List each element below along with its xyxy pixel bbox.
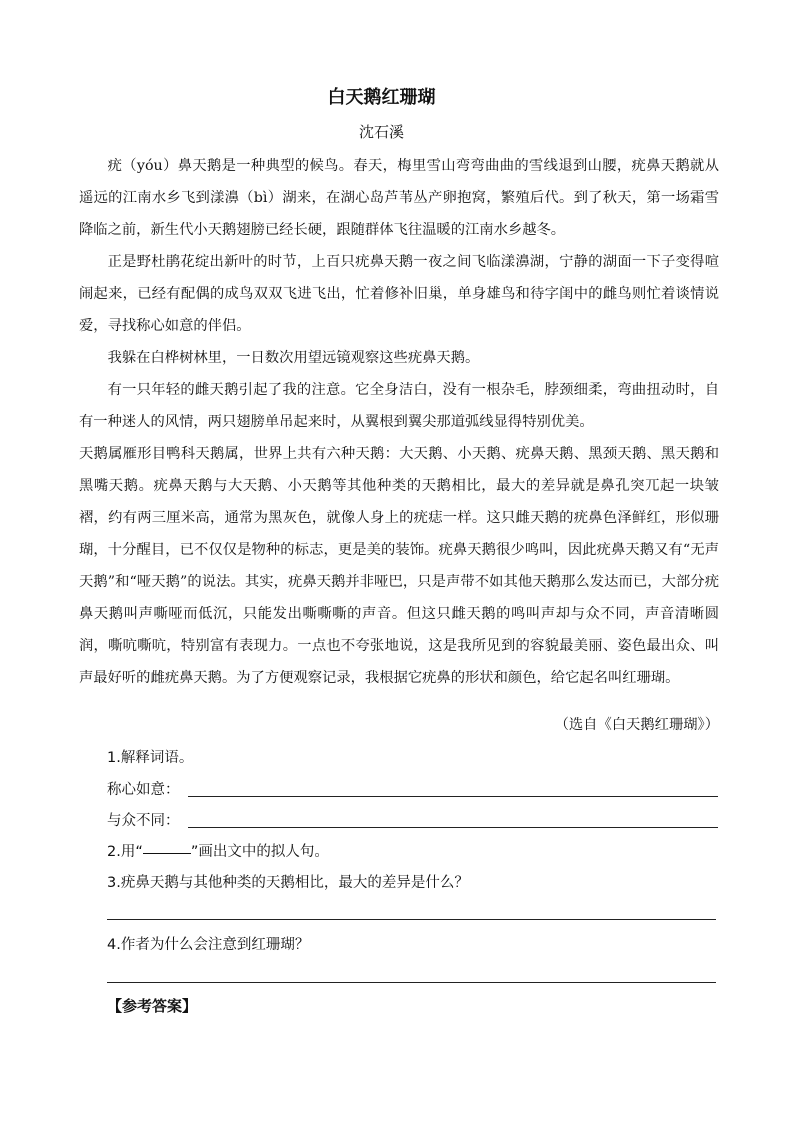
q1-term-1-answer-line[interactable] — [188, 796, 718, 797]
question-2-prefix: 2.用“ — [107, 844, 143, 860]
source-citation: （选自《白天鹅红珊瑚》） — [554, 717, 719, 733]
paragraph: 正是野杜鹃花绽出新叶的时节，上百只疣鼻天鹅一夜之间飞临漾濞湖，宁静的湖面一下子变得喧闹起来，已经有配偶的成鸟双双飞进飞出，忙着修补旧巢，单身雄鸟和待字闺中的雌鸟则忙着谈情说爱，寻找称心如意的伴侣。 — [79, 254, 719, 334]
underline-sample — [143, 852, 191, 854]
article-author: 沈石溪 — [358, 123, 404, 141]
paragraph: 我躲在白桦树林里，一日数次用望远镜观察这些疣鼻天鹅。 — [107, 350, 480, 366]
answer-heading: 【参考答案】 — [107, 997, 198, 1015]
q1-term-2-answer-line[interactable] — [188, 827, 718, 828]
article-title: 白天鹅红珊瑚 — [327, 87, 436, 108]
q4-answer-line[interactable] — [107, 982, 716, 983]
question-3: 3.疣鼻天鹅与其他种类的天鹅相比，最大的差异是什么？ — [107, 875, 469, 891]
question-1: 1.解释词语。 — [107, 750, 194, 766]
question-2-suffix: ”画出文中的拟人句。 — [190, 844, 329, 860]
paragraph: 疣（yóu）鼻天鹅是一种典型的候鸟。春天，梅里雪山弯弯曲曲的雪线退到山腰，疣鼻天鹅就从遥远的江南水乡飞到漾濞（bì）湖来，在湖心岛芦苇丛产卵抱窝，繁殖后代。到了秋天，第一场霜雪降临之前，新生代小天鹅翅膀已经长硬，跟随群体飞往温暖的江南水乡越冬。 — [79, 158, 719, 238]
paragraph: 天鹅属雁形目鸭科天鹅属，世界上共有六种天鹅：大天鹅、小天鹅、疣鼻天鹅、黑颈天鹅、黑天鹅和黑嘴天鹅。疣鼻天鹅与大天鹅、小天鹅等其他种类的天鹅相比，最大的差异就是鼻孔突兀起一块皱褶，约有两三厘米高，通常为黑灰色，就像人身上的疣痣一样。这只雌天鹅的疣鼻色泽鲜红，形似珊瑚，十分醒目，已不仅仅是物种的标志，更是美的装饰。疣鼻天鹅很少鸣叫，因此疣鼻天鹅又有“无声天鹅”和“哑天鹅”的说法。其实，疣鼻天鹅并非哑巴，只是声带不如其他天鹅那么发达而已，大部分疣鼻天鹅叫声嘶哑而低沉，只能发出嘶嘶嘶的声音。但这只雌天鹅的鸣叫声却与众不同，声音清晰圆润，嘶吭嘶吭，特别富有表现力。一点也不夸张地说，这是我所见到的容貌最美丽、姿色最出众、叫声最好听的雌疣鼻天鹅。为了方便观察记录，我根据它疣鼻的形状和颜色，给它起名叫红珊瑚。 — [79, 446, 719, 686]
passage — [79, 150, 719, 694]
q1-term-1-label: 称心如意： — [107, 782, 180, 798]
question-4: 4.作者为什么会注意到红珊瑚？ — [107, 937, 310, 953]
paragraph: 有一只年轻的雌天鹅引起了我的注意。它全身洁白，没有一根杂毛，脖颈细柔，弯曲扭动时，自有一种迷人的风情，两只翅膀单吊起来时，从翼根到翼尖那道弧线显得特别优美。 — [79, 382, 719, 430]
question-2 — [107, 840, 329, 864]
q1-term-2-label: 与众不同： — [107, 813, 180, 829]
q3-answer-line[interactable] — [107, 919, 716, 920]
